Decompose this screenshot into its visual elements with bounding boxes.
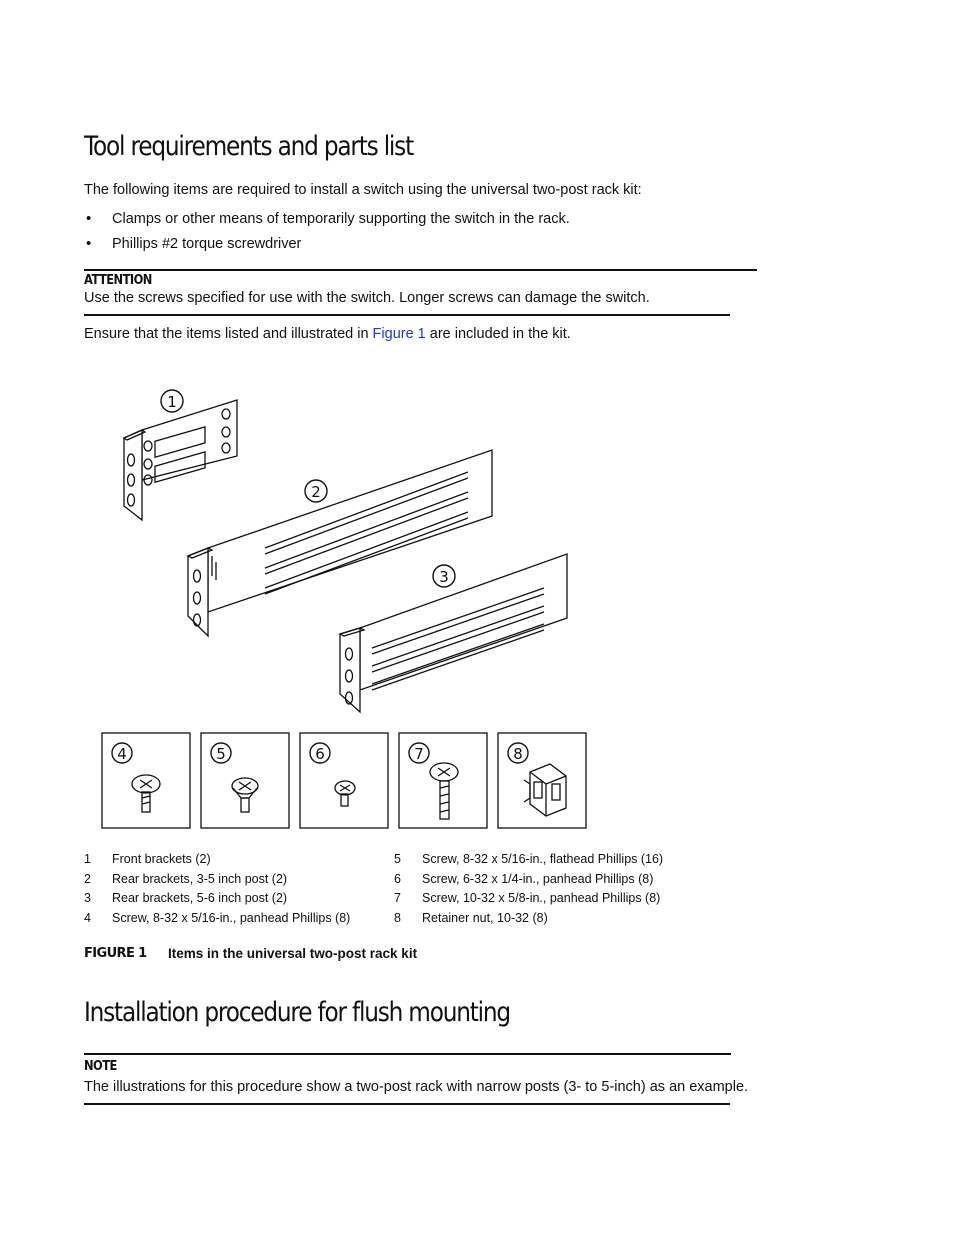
attention-text: Use the screws specified for use with the switch. Longer screws can damage the switch. <box>84 290 650 306</box>
legend-row <box>84 850 350 870</box>
callout-5: 5 <box>216 745 226 763</box>
attention-top-rule <box>84 269 757 271</box>
screw-5-box <box>201 733 289 828</box>
figure-caption-label: FIGURE 1 <box>84 946 147 961</box>
callout-8: 8 <box>513 745 523 763</box>
note-label: NOTE <box>84 1059 117 1074</box>
section-heading-installation-procedure: Installation procedure for flush mounting <box>84 997 510 1028</box>
legend-number: 3 <box>84 891 91 905</box>
legend-number: 2 <box>84 871 91 886</box>
legend-row <box>84 870 350 890</box>
legend-row <box>394 850 663 870</box>
legend-number: 5 <box>394 852 401 866</box>
legend-number: 8 <box>394 910 401 925</box>
intro-paragraph: The following items are required to install a switch using the universal two-post rack kit: <box>84 182 642 198</box>
rack-kit-illustration <box>100 380 600 835</box>
callout-7: 7 <box>414 745 424 763</box>
legend-number: 4 <box>84 910 91 925</box>
screw-6-box <box>300 733 388 828</box>
requirements-list <box>84 208 570 258</box>
legend-left-column <box>84 850 350 928</box>
callout-1: 1 <box>167 393 177 411</box>
legend-text: Screw, 6-32 x 1/4-in., panhead Phillips (8) <box>422 871 654 886</box>
legend-number: 7 <box>394 891 401 905</box>
figure-1-link[interactable]: Figure 1 <box>372 326 426 342</box>
figure-caption <box>84 946 417 961</box>
screw-7-box <box>399 733 487 828</box>
legend-text: Retainer nut, 10-32 (8) <box>422 910 548 925</box>
list-item: • Phillips #2 torque screwdriver <box>84 233 570 258</box>
legend-number: 1 <box>84 852 91 866</box>
callout-2: 2 <box>311 483 321 501</box>
legend-text: Screw, 8-32 x 5/16-in., flathead Phillips (16) <box>422 852 664 866</box>
callout-3: 3 <box>439 568 449 586</box>
attention-label: ATTENTION <box>84 273 152 288</box>
legend-row <box>84 889 350 909</box>
ensure-paragraph <box>84 326 571 342</box>
legend-row <box>84 909 350 929</box>
note-bottom-rule <box>84 1103 730 1105</box>
legend-right-column <box>394 850 663 928</box>
retainer-nut-8-box <box>498 733 586 828</box>
legend-text: Front brackets (2) <box>112 852 211 866</box>
figure-caption-title: Items in the universal two-post rack kit <box>168 946 418 961</box>
list-item: • Clamps or other means of temporarily supporting the switch in the rack. <box>84 208 570 233</box>
note-top-rule <box>84 1053 731 1055</box>
rear-bracket-5-6-drawing <box>340 554 567 712</box>
ensure-text-after: are included in the kit. <box>425 326 571 342</box>
screw-4-box <box>102 733 190 828</box>
attention-bottom-rule <box>84 314 730 316</box>
legend-row <box>394 909 663 929</box>
note-text: The illustrations for this procedure show a two-post rack with narrow posts (3- to 5-inch) as an example. <box>84 1079 749 1095</box>
legend-row <box>394 870 663 890</box>
legend-text: Screw, 10-32 x 5/8-in., panhead Phillips (8) <box>422 891 661 905</box>
legend-row <box>394 889 663 909</box>
legend-number: 6 <box>394 871 401 886</box>
callout-6: 6 <box>315 745 325 763</box>
legend-text: Rear brackets, 3-5 inch post (2) <box>112 871 288 886</box>
section-heading-tool-requirements: Tool requirements and parts list <box>84 131 413 162</box>
front-bracket-drawing <box>124 400 237 520</box>
legend-text: Rear brackets, 5-6 inch post (2) <box>112 891 288 905</box>
ensure-text-before: Ensure that the items listed and illustrated in <box>84 326 373 342</box>
legend-text: Screw, 8-32 x 5/16-in., panhead Phillips (8) <box>112 910 351 925</box>
callout-4: 4 <box>117 745 127 763</box>
